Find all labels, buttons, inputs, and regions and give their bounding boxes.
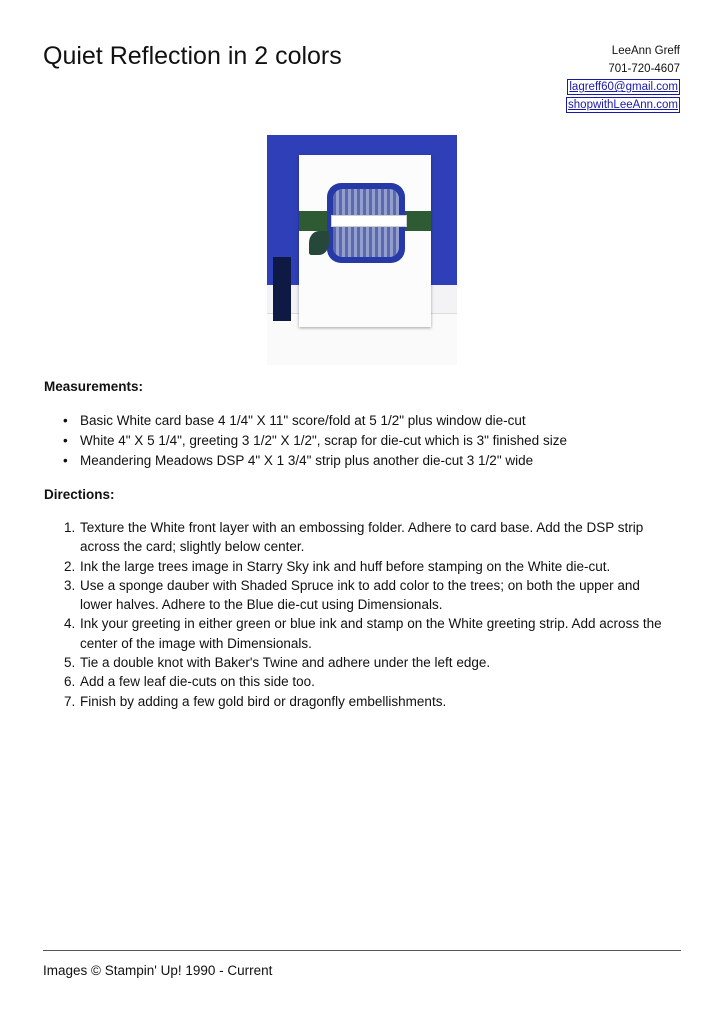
- measurements-heading: Measurements:: [44, 379, 144, 394]
- list-item: • Meandering Meadows DSP 4" X 1 3/4" strip plus another die-cut 3 1/2" wide: [44, 451, 567, 471]
- list-item: [44, 692, 674, 711]
- list-item: [44, 557, 674, 576]
- footer-copyright: Images © Stampin' Up! 1990 - Current: [43, 963, 273, 978]
- directions-list: [44, 518, 674, 711]
- website-link[interactable]: shopwithLeeAnn.com: [568, 99, 678, 111]
- step-text: Texture the White front layer with an embossing folder. Adhere to card base. Add the DSP strip across the card; slightly below center.: [80, 520, 644, 555]
- step-text: Add a few leaf die-cuts on this side too.: [80, 674, 315, 690]
- step-text: Ink your greeting in either green or blue ink and stamp on the White greeting strip. Add across the center of the image with Dimensionals.: [80, 616, 662, 651]
- page-title: Quiet Reflection in 2 colors: [43, 42, 342, 70]
- directions-heading: Directions:: [44, 487, 115, 502]
- step-number: 4.: [64, 616, 76, 632]
- footer-divider: [43, 950, 681, 951]
- contact-phone: 701-720-4607: [608, 63, 680, 75]
- step-text: Use a sponge dauber with Shaded Spruce ink to add color to the trees; on both the upper and lower halves. Adhere to the Blue die-cut using Dimensionals.: [80, 577, 640, 613]
- step-text: Ink the large trees image in Starry Sky ink and huff before stamping on the White die-cut.: [80, 558, 611, 574]
- list-item: [44, 614, 674, 653]
- contact-name: LeeAnn Greff: [611, 45, 680, 57]
- list-item: [44, 672, 674, 691]
- step-number: 7.: [64, 693, 76, 709]
- step-number: 3.: [64, 577, 76, 593]
- measurements-list: [44, 411, 567, 471]
- list-item: • Basic White card base 4 1/4" X 11" score/fold at 5 1/2" plus window die-cut: [44, 411, 567, 431]
- step-text: Tie a double knot with Baker's Twine and adhere under the left edge.: [80, 655, 491, 671]
- list-item: [44, 518, 674, 557]
- stamp-set-case: [273, 257, 291, 321]
- greeting-strip: [331, 215, 407, 227]
- step-number: 6.: [64, 674, 76, 690]
- card-photo: [267, 135, 457, 365]
- email-link[interactable]: lagreff60@gmail.com: [569, 81, 678, 93]
- list-item: [44, 653, 674, 672]
- list-item: • White 4" X 5 1/4", greeting 3 1/2" X 1/2", scrap for die-cut which is 3" finished size: [44, 431, 567, 451]
- step-number: 2.: [64, 558, 76, 574]
- step-number: 1.: [64, 520, 76, 535]
- step-number: 5.: [64, 655, 76, 671]
- contact-block: [566, 42, 680, 114]
- list-item: [44, 576, 674, 615]
- step-text: Finish by adding a few gold bird or dragonfly embellishments.: [80, 693, 447, 709]
- leaf-die-cuts: [309, 231, 329, 255]
